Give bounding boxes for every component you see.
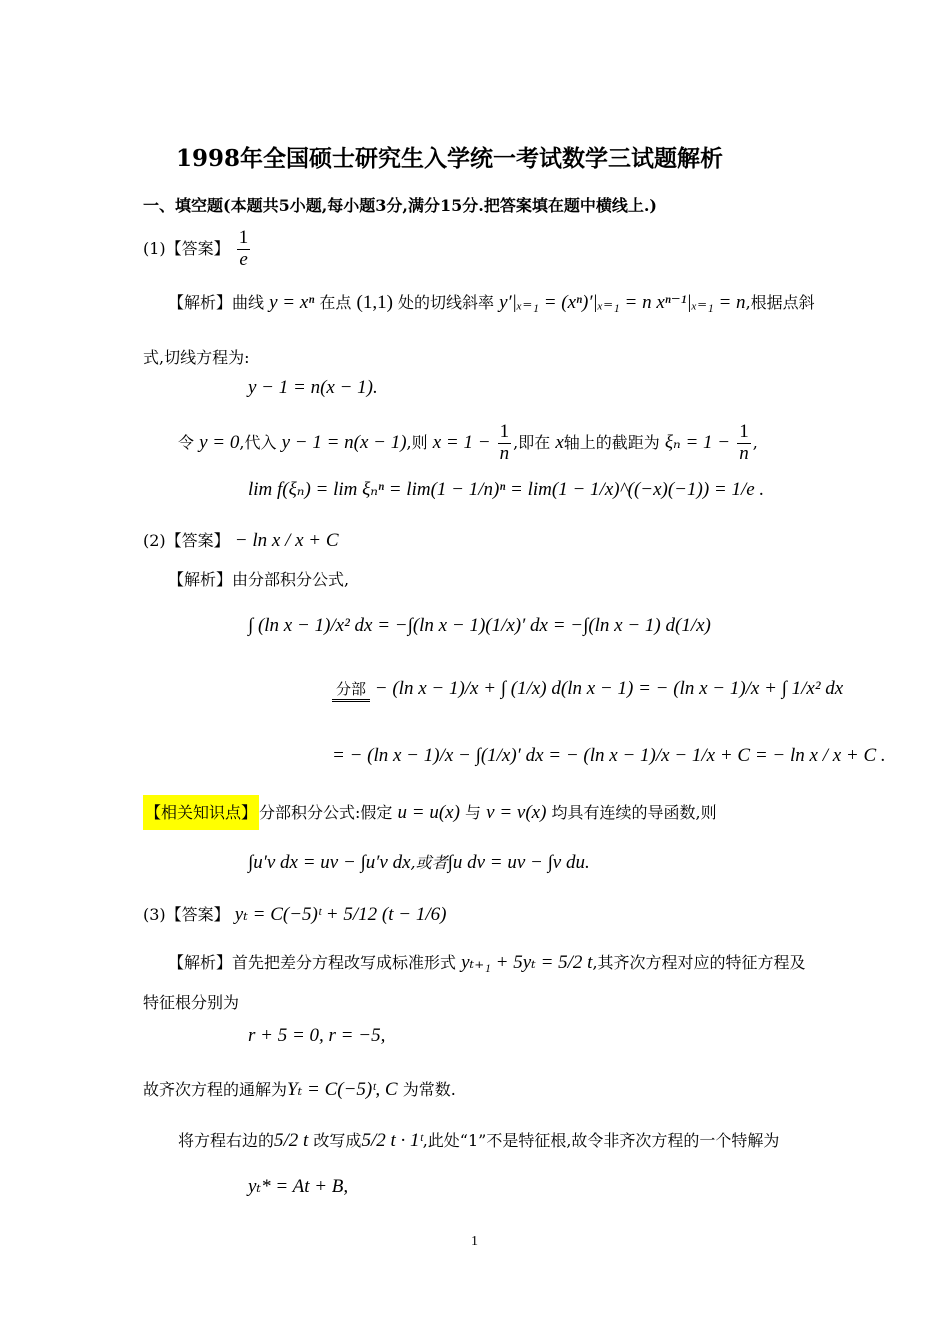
q3-answer-line: (3)【答案】 yₜ = C(−5)ᵗ + 5/12 (t − 1/6) [143, 904, 447, 925]
integration-by-parts-label: 分部 [332, 678, 370, 702]
xi-fraction: $\frac{1}{n}$ [739, 421, 749, 464]
answer-label: 【答案】 [165, 238, 230, 258]
limit-equation: lim f(ξₙ) = lim ξₙⁿ = lim(1 − 1/n)ⁿ = lim(1 − 1/x)^((−x)(−1)) = 1/e . [248, 479, 765, 500]
q3-analysis-line-2: 特征根分别为 [143, 993, 240, 1012]
q1-number: (1) [143, 238, 166, 258]
q3-answer: yₜ = C(−5)ᵗ + 5/12 (t − 1/6) [234, 904, 447, 925]
q2-equation-3: = − (ln x − 1)/x − ∫(1/x)′ dx = − (ln x − 1)/x − 1/x + C = − ln x / x + C . [332, 745, 886, 766]
characteristic-equation: r + 5 = 0, r = −5, [248, 1025, 386, 1046]
q2-answer-line: (2)【答案】 − ln x / x + C [143, 530, 339, 551]
tangent-equation: y − 1 = n(x − 1). [248, 377, 378, 398]
q1-substitution-line: 令 y = 0,代入 y − 1 = n(x − 1),则 x = 1 − $\frac{1}{n}$ ,即在 x轴上的截距为 ξₙ = 1 − $\frac{1}{n}$ , [178, 421, 758, 464]
general-solution-line: 故齐次方程的通解为Yₜ = C(−5)ᵗ, C 为常数. [143, 1079, 456, 1100]
section-heading: 一、填空题(本题共5小题,每小题3分,满分15分.把答案填在题中横线上.) [143, 196, 657, 215]
q2-equation-2: 分部 − (ln x − 1)/x + ∫ (1/x) d(ln x − 1) = − (ln x − 1)/x + ∫ 1/x² dx [332, 678, 843, 702]
q2-number: (2) [143, 531, 166, 550]
related-knowledge-label: 【相关知识点】 [143, 795, 259, 830]
rewrite-line: 将方程右边的5/2 t 改写成5/2 t · 1ᵗ,此处“1”不是特征根,故令非齐次方程的一个特解为 [178, 1130, 780, 1151]
analysis-label: 【解析】 [168, 293, 233, 312]
q2-analysis-line: 【解析】由分部积分公式, [168, 570, 350, 589]
x-fraction: $\frac{1}{n}$ [499, 421, 510, 464]
page-title: 1998年全国硕士研究生入学统一考试数学三试题解析 [176, 145, 724, 172]
q3-number: (3) [143, 905, 166, 924]
point: (1,1) [356, 292, 393, 313]
q1-answer-fraction: $\frac{1}{e}$ [238, 227, 249, 270]
q1-analysis-line-1: 【解析】曲线 y = xⁿ 在点 (1,1) 处的切线斜率 y′|ₓ₌₁ = (xⁿ)′|ₓ₌₁ = n xⁿ⁻¹|ₓ₌₁ = n,根据点斜 [168, 292, 815, 313]
q1-answer-line [143, 228, 252, 271]
page-number: 1 [471, 1234, 478, 1249]
q2-equation-1: ∫ (ln x − 1)/x² dx = −∫(ln x − 1)(1/x)′ dx = −∫(ln x − 1) d(1/x) [248, 615, 711, 636]
q3-analysis-line-1: 【解析】首先把差分方程改写成标准形式 yₜ₊₁ + 5yₜ = 5/2 t,其齐次方程对应的特征方程及 [168, 952, 806, 973]
q2-answer: − ln x / x + C [234, 530, 339, 551]
q1-analysis-line-2: 式,切线方程为: [143, 348, 250, 367]
slope-eq: y′|ₓ₌₁ = (xⁿ)′|ₓ₌₁ = n xⁿ⁻¹|ₓ₌₁ = n [499, 292, 746, 313]
integration-by-parts-formula: ∫u′v dx = uv − ∫u′v dx,或者∫u dv = uv − ∫v du. [248, 852, 590, 873]
particular-solution: yₜ* = At + B, [248, 1176, 349, 1197]
related-knowledge-line: 【相关知识点】 分部积分公式:假定 u = u(x) 与 v = v(x) 均具有连续的导函数,则 [143, 800, 717, 824]
curve-eq: y = xⁿ [269, 292, 315, 313]
